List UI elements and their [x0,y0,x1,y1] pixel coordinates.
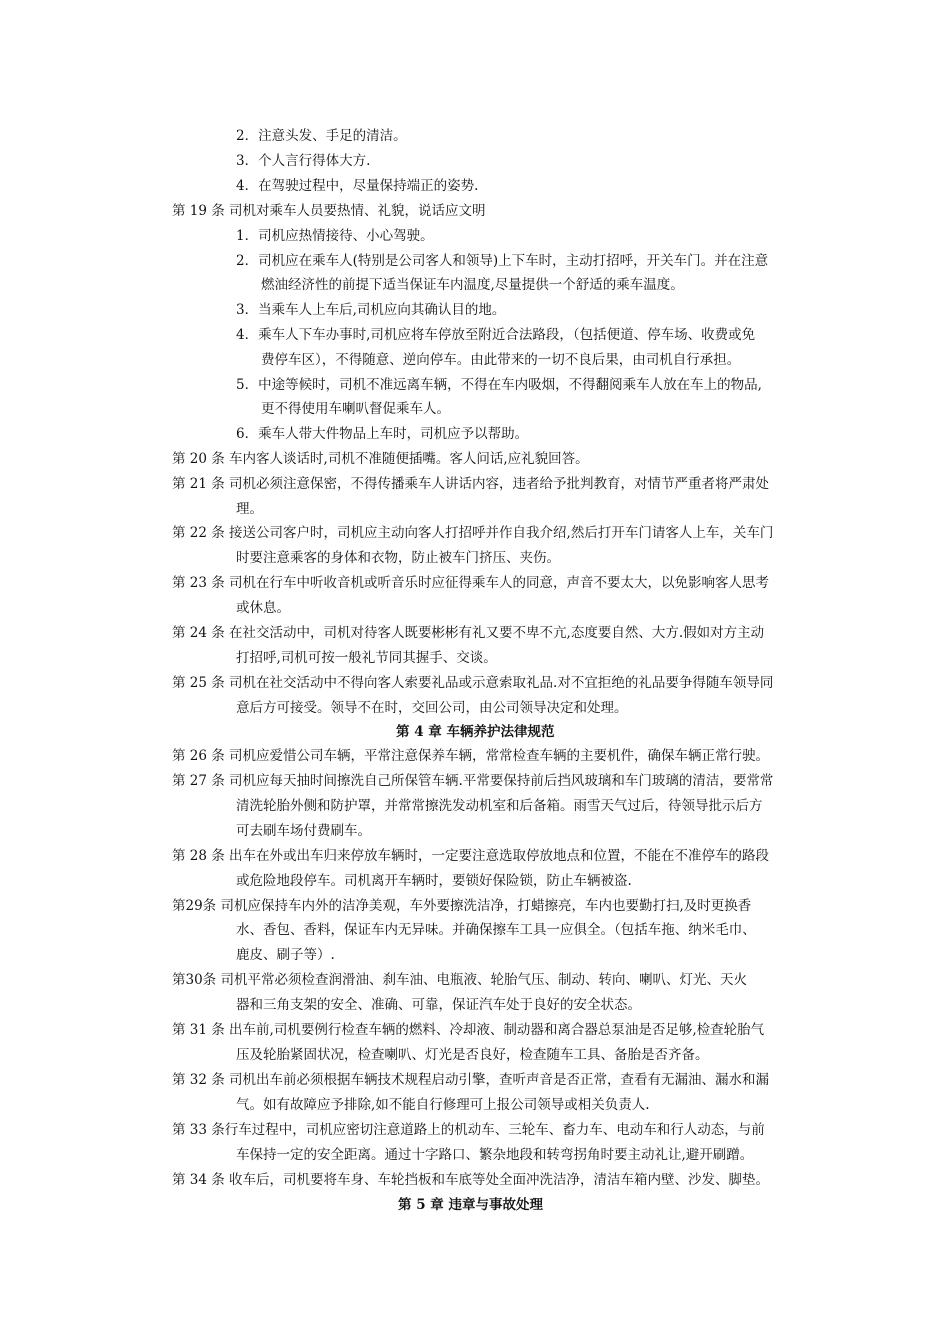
text-line: 费停车区），不得随意、逆向停车。由此带来的一切不良后果，由司机自行承担。 [261,352,741,368]
text-line: 1．司机应热情接待、小心驾驶。 [236,228,434,244]
article-line: 第 21 条 司机必须注意保密，不得传播乘车人讲话内容，违者给予批判教育，对情节严重者将严肃处 [172,476,770,492]
article-line: 第 31 条 出车前,司机要例行检查车辆的燃料、冷却液、制动器和离合器总泵油是否足够,检查轮胎气 [172,1022,765,1038]
text-line: 6．乘车人带大件物品上车时，司机应予以帮助。 [236,426,529,442]
article-line: 第 28 条 出车在外或出车归来停放车辆时，一定要注意选取停放地点和位置，不能在不准停车的路段 [172,848,770,864]
text-line: 3．当乘车人上车后,司机应向其确认目的地。 [236,302,506,318]
text-line: 意后方可接受。领导不在时，交回公司，由公司领导决定和处理。 [236,700,628,716]
text-line: 器和三角支架的安全、准确、可靠，保证汽车处于良好的安全状态。 [236,997,641,1013]
article-line: 第 20 条 车内客人谈话时,司机不准随便插嘴。客人问话,应礼貌回答。 [172,451,589,467]
text-line: 3．个人言行得体大方. [236,153,371,169]
article-line: 第 32 条 司机出车前必须根据车辆技术规程启动引擎，查听声音是否正常，查看有无漏油、漏水和漏 [172,1072,770,1088]
chapter-heading: 第 4 章 车辆养护法律规范 [396,724,555,740]
text-line: 理。 [236,501,263,517]
text-line: 清洗轮胎外侧和防护罩，并常常擦洗发动机室和后备箱。雨雪天气过后，待领导批示后方 [236,798,763,814]
text-line: 或危险地段停车。司机离开车辆时，要锁好保险锁，防止车辆被盗. [236,873,632,889]
text-line: 4．在驾驶过程中，尽量保持端正的姿势. [236,178,479,194]
article-line: 第 33 条行车过程中，司机应密切注意道路上的机动车、三轮车、畜力车、电动车和行人动态，与前 [172,1122,765,1138]
text-line: 车保持一定的安全距离。通过十字路口、繁杂地段和转弯拐角时要主动礼让,避开刷蹭。 [236,1147,754,1163]
chapter-heading: 第 5 章 违章与事故处理 [398,1197,543,1213]
article-line: 第29条 司机应保持车内外的洁净美观，车外要擦洗洁净，打蜡擦亮，车内也要勤打扫,及时更换香 [172,898,752,914]
article-line: 第 26 条 司机应爱惜公司车辆，平常注意保养车辆，常常检查车辆的主要机件，确保车辆正常行驶。 [172,748,770,764]
text-line: 时要注意乘客的身体和衣物，防止被车门挤压、夹伤。 [236,550,560,566]
text-line: 2．司机应在乘车人(特别是公司客人和领导)上下车时，主动打招呼，开关车门。并在注意 [236,253,769,269]
text-line: 气。如有故障应予排除,如不能自行修理可上报公司领导或相关负责人. [236,1097,650,1113]
article-line: 第 27 条 司机应每天抽时间擦洗自己所保管车辆.平常要保持前后挡风玻璃和车门玻璃的清洁，要常常 [172,773,774,789]
text-line: 水、香包、香料，保证车内无异味。并确保擦车工具一应俱全。（包括车拖、纳米毛巾、 [236,922,756,938]
text-line: 压及轮胎紧固状况，检查喇叭、灯光是否良好，检查随车工具、备胎是否齐备。 [236,1047,709,1063]
text-line: 可去刷车场付费刷车。 [236,823,371,839]
text-line: 打招呼,司机可按一般礼节同其握手、交谈。 [236,650,497,666]
text-line: 4．乘车人下车办事时,司机应将车停放至附近合法路段，（包括便道、停车场、收费或免 [236,327,756,343]
text-line: 2．注意头发、手足的清洁。 [236,128,407,144]
article-line: 第30条 司机平常必须检查润滑油、刹车油、电瓶液、轮胎气压、制动、转向、喇叭、灯光、天火 [172,972,747,988]
article-line: 第 34 条 收车后，司机要将车身、车轮挡板和车底等处全面冲洗洁净，清洁车箱内壁、沙发、脚垫。 [172,1172,770,1188]
article-line: 第 25 条 司机在社交活动中不得向客人索要礼品或示意索取礼品.对不宜拒绝的礼品要争得随车领导同 [172,675,774,691]
text-line: 鹿皮、刷子等）. [236,947,335,963]
article-line: 第 23 条 司机在行车中听收音机或听音乐时应征得乘车人的同意，声音不要太大，以免影响客人思考 [172,575,770,591]
text-line: 5．中途等候时，司机不准远离车辆，不得在车内吸烟，不得翻阅乘车人放在车上的物品, [236,377,762,393]
article-line: 第 19 条 司机对乘车人员要热情、礼貌，说话应文明 [172,203,486,219]
article-line: 第 22 条 接送公司客户时，司机应主动向客人打招呼并作自我介绍,然后打开车门请客人上车，关车门 [172,525,774,541]
article-line: 第 24 条 在社交活动中，司机对待客人既要彬彬有礼又要不卑不亢,态度要自然、大方.假如对方主动 [172,625,765,641]
text-line: 燃油经济性的前提下适当保证车内温度,尽量提供一个舒适的乘车温度。 [261,277,684,293]
text-line: 或休息。 [236,600,290,616]
text-line: 更不得使用车喇叭督促乘车人。 [261,401,450,417]
